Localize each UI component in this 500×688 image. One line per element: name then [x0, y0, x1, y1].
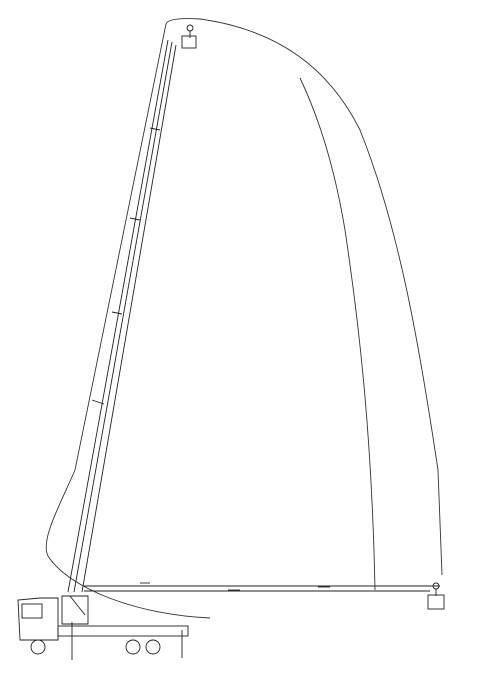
boom-rail-3: [82, 45, 176, 592]
250kg-outer-envelope: [300, 78, 375, 590]
top-basket: [182, 25, 196, 48]
side-basket-cage: [428, 595, 444, 609]
cab-window: [22, 604, 42, 618]
rear-wheel-1: [126, 640, 140, 654]
top-basket-operator: [187, 25, 193, 31]
side-basket: [428, 583, 444, 609]
boom-joint-2: [112, 312, 122, 314]
turret: [62, 596, 88, 624]
truck-chassis: [58, 626, 188, 636]
inner-envelope: [48, 556, 210, 618]
vertical-boom: [68, 40, 176, 592]
rear-wheel-2: [146, 640, 160, 654]
horizontal-boom: [84, 583, 440, 591]
truck: [18, 596, 188, 660]
boom-rail-1: [68, 40, 168, 592]
turret-strut: [70, 596, 85, 615]
front-wheel: [31, 640, 45, 654]
top-basket-cage: [182, 36, 196, 48]
outer-reach-envelope: [46, 19, 442, 575]
boom-rail-2: [74, 42, 172, 592]
